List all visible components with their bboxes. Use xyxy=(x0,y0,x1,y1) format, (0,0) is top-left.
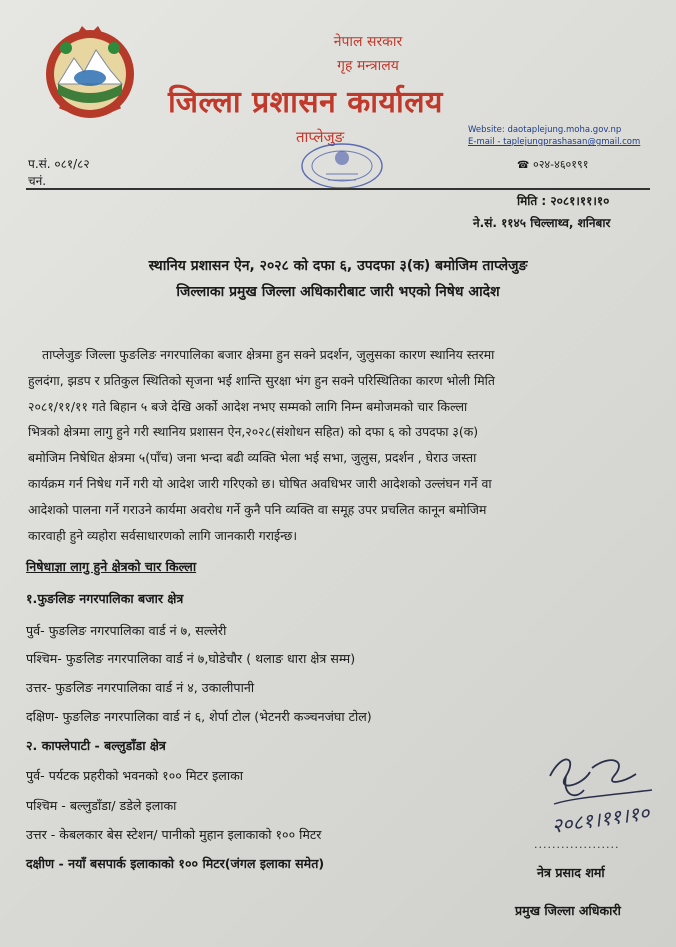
area1-west: पश्चिम- फुङलिङ नगरपालिका वार्ड नं ७,घोडेचौर ( थलाङ धारा क्षेत्र सम्म) xyxy=(26,651,356,666)
contact-block xyxy=(468,124,640,148)
body-line: भित्रको क्षेत्रमा लागु हुने गरी स्थानिय प्रशासन ऐन,२०२८(संशोधन सहित) को दफा ६ को उपदफा ३(क) xyxy=(28,424,479,440)
area2-east: पुर्व- पर्यटक प्रहरीको भवनको १०० मिटर इलाका xyxy=(26,768,244,783)
date-ns: ने.सं. ११४५ चिल्लाथ्व, शनिबार xyxy=(473,216,611,230)
area2-north: उत्तर - केबलकार बेस स्टेशन/ पानीको मुहान इलाकाको १०० मिटर xyxy=(26,827,322,842)
boundaries-heading: निषेधाज्ञा लागु हुने क्षेत्रको चार किल्ला xyxy=(26,559,197,574)
area2-south: दक्षीण - नयाँ बसपार्क इलाकाको १०० मिटर(जंगल इलाका समेत) xyxy=(26,856,325,871)
body-line: ताप्लेजुङ जिल्ला फुङलिङ नगरपालिका बजार क्षेत्रमा हुन सक्ने प्रदर्शन, जुलुसका कारण स्थानिय स्तरमा xyxy=(42,347,495,362)
phone-icon: ☎ xyxy=(517,160,530,171)
body-line: हुलदंगा, झडप र प्रतिकुल स्थितिको सृजना भई शान्ति सुरक्षा भंग हुन सक्ने परिस्थितिका कारण भोली मिति xyxy=(28,372,495,388)
signatory-designation: प्रमुख जिल्ला अधिकारी xyxy=(515,903,621,918)
body-line: कारवाही हुने व्यहोरा सर्वसाधारणको लागि जानकारी गराईन्छ। xyxy=(28,527,298,543)
body-line: आदेशको पालना गर्ने गराउने कार्यमा अवरोध गर्ने कुनै पनि व्यक्ति वा समूह उपर प्रचलित कानून बमोजिम xyxy=(28,501,487,517)
handwritten-signature-icon xyxy=(532,746,672,842)
phone-text: ०२४-४६०१९१ xyxy=(532,158,589,171)
order-title-line1: स्थानिय प्रशासन ऐन, २०२८ को दफा ६, उपदफा ३(क) बमोजिम ताप्लेजुङ xyxy=(148,258,528,274)
area2-title: २. काफ्लेपाटी - बल्लुडाँडा क्षेत्र xyxy=(26,738,166,753)
body-line: २०८१/११/११ गते बिहान ५ बजे देखि अर्को आदेश नभए सम्मको लागि निम्न बमोजमको चार किल्ला xyxy=(28,398,468,414)
order-body xyxy=(28,342,652,548)
area1-south: दक्षिण- फुङलिङ नगरपालिका वार्ड नं ६, शेर्पा टोल (भेटनरी कञ्चनजंघा टोल) xyxy=(26,709,372,724)
email-link[interactable]: E-mail - taplejungprashasan@gmail.com xyxy=(468,137,641,147)
area1-east: पुर्व- फुङलिङ नगरपालिका वार्ड नं ७, सल्लेरी xyxy=(26,623,227,638)
office-stamp-icon xyxy=(292,134,392,192)
signatory-name: नेत्र प्रसाद शर्मा xyxy=(537,865,605,880)
signature-date: २०८१।११।१० xyxy=(550,800,651,838)
area2-west: पश्चिम - बल्लुडाँडा/ डडेले इलाका xyxy=(26,798,177,813)
signature-line: ................... xyxy=(534,838,620,851)
order-title-line2: जिल्लाका प्रमुख जिल्ला अधिकारीबाट जारी भएको निषेध आदेश xyxy=(176,284,500,300)
area1-title: १.फुङलिङ नगरपालिका बजार क्षेत्र xyxy=(26,591,184,606)
area1-north: उत्तर- फुङलिङ नगरपालिका वार्ड नं ४, उकालीपानी xyxy=(26,680,255,695)
district-name: ताप्लेजुङ xyxy=(296,128,345,146)
ministry-name: गृह मन्त्रालय xyxy=(337,58,399,74)
body-line: बमोजिम निषेधित क्षेत्रमा ५(पाँच) जना भन्दा बढी व्यक्ति भेला भई सभा, जुलुस, प्रदर्शन , घेराउ जस्ता xyxy=(28,450,477,466)
phone-number xyxy=(517,157,588,172)
office-name: जिल्ला प्रशासन कार्यालय xyxy=(168,85,443,120)
body-line: कार्यक्रम गर्न निषेध गर्ने गरी यो आदेश जारी गरिएको छ। घोषित अवधिभर जारी आदेशको उल्लंघन गर्ने वा xyxy=(28,475,492,491)
header-divider xyxy=(26,188,650,190)
dispatch-number: चनं. xyxy=(28,174,47,188)
date-bs: मिति : २०८१।११।१० xyxy=(517,194,610,208)
website-text: Website: daotaplejung.moha.gov.np xyxy=(468,125,622,135)
reference-number: प.सं. ०८१/८२ xyxy=(28,157,90,171)
government-name: नेपाल सरकार xyxy=(333,34,403,50)
